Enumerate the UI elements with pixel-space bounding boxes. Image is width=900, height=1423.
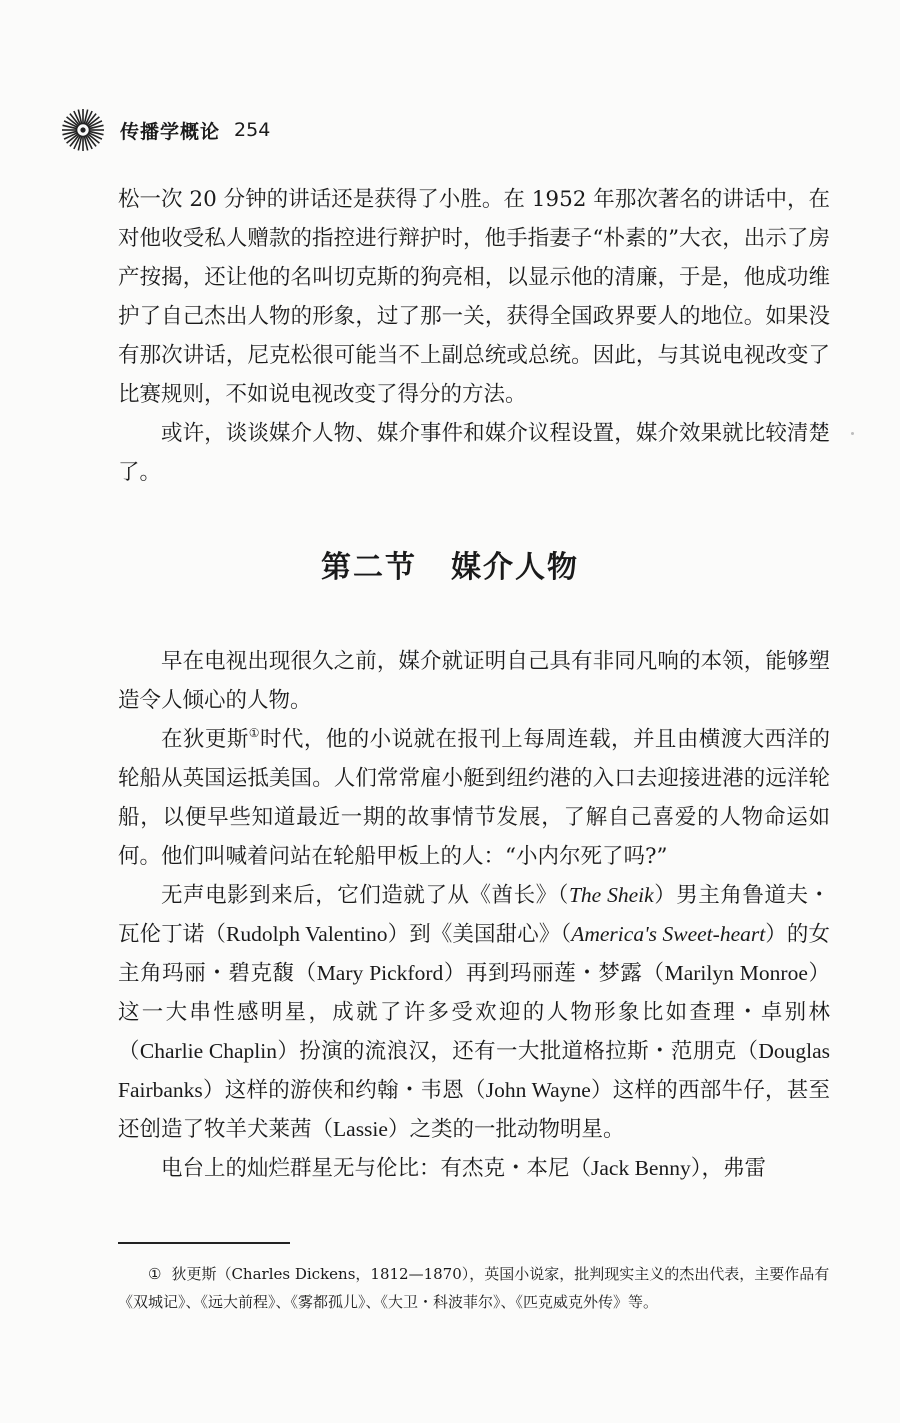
page-number: 254 — [234, 119, 271, 141]
animal-name: Lassie — [333, 1117, 388, 1141]
person-name: John Wayne — [485, 1078, 591, 1102]
paragraph — [118, 720, 830, 876]
text-run: ）男主角鲁道夫・瓦伦丁诺（ — [118, 883, 830, 947]
text-run: ），弗雷 — [690, 1156, 766, 1181]
paragraph: 松一次 20 分钟的讲话还是获得了小胜。在 1952 年那次著名的讲话中，在对他收受私人赠款的指控进行辩护时，他手指妻子“朴素的”大衣，出示了房产按揭，还让他的名叫切克斯的狗亮相，以显示他的清廉，于是，他成功维护了自己杰出人物的形象，过了那一关，获得全国政界要人的地位。如果没有那次讲话，尼克松很可能当不上副总统或总统。因此，与其说电视改变了比赛规则，不如说电视改变了得分的方法。 — [118, 187, 830, 407]
text-run: 在狄更斯 — [161, 727, 249, 752]
text-run: ）这一大串性感明星，成就了许多受欢迎的人物形象比如查理・卓别林（ — [118, 961, 830, 1064]
text-run: 时代，他的小说就在报刊上每周连载，并且由横渡大西洋的轮船从英国运抵美国。人们常常雇小艇到纽约港的入口去迎接进港的远洋轮船，以便早些知道最近一期的故事情节发展，了解自己喜爱的人物命运如何。他们叫喊着问站在轮船甲板上的人：“小内尔死了吗?” — [118, 727, 830, 869]
person-name: Jack Benny — [591, 1156, 691, 1180]
text-run: ）这样的游侠和约翰・韦恩（ — [202, 1078, 486, 1103]
footnote-marker: ① — [148, 1265, 162, 1283]
text-run: ）之类的一批动物明星。 — [387, 1117, 625, 1142]
person-name: Douglas Fairbanks — [118, 1039, 830, 1102]
footnote-body: 狄更斯（Charles Dickens，1812—1870），英国小说家，批判现实主义的杰出代表，主要作品有《双城记》、《远大前程》、《雾都孤儿》、《大卫・科波菲尔》、《匹克威克外传》等。 — [118, 1265, 830, 1311]
book-title: 传播学概论 — [120, 120, 221, 143]
text-run: ）的女主角玛丽・碧克馥（ — [118, 922, 830, 986]
section-heading — [0, 542, 900, 586]
footnote-text — [118, 1260, 830, 1316]
film-title: America's Sweet-heart — [571, 922, 766, 946]
sunburst-ornament-icon — [60, 107, 106, 153]
paragraph — [118, 876, 830, 1149]
person-name: Marilyn Monroe — [664, 961, 808, 985]
paragraph: 或许，谈谈媒介人物、媒介事件和媒介议程设置，媒介效果就比较清楚了。 — [118, 421, 830, 485]
text-run: 无声电影到来后，它们造就了从《酋长》（ — [161, 883, 569, 908]
person-name: Charlie Chaplin — [139, 1039, 277, 1063]
section-text-block — [118, 642, 830, 1188]
continued-text-block — [118, 180, 830, 492]
person-name: Rudolph Valentino — [225, 922, 388, 946]
text-run: ）扮演的流浪汉，还有一大批道格拉斯・范朋克（ — [276, 1039, 759, 1064]
running-header — [60, 106, 270, 154]
paragraph: 早在电视出现很久之前，媒介就证明自己具有非同凡响的本领，能够塑造令人倾心的人物。 — [118, 649, 830, 713]
text-run: ）再到玛丽莲・梦露（ — [443, 961, 665, 986]
paragraph — [118, 1149, 830, 1188]
section-number: 第二节 — [321, 550, 417, 585]
margin-speck — [851, 432, 854, 435]
footnote-divider — [118, 1242, 290, 1244]
footnote-reference[interactable]: ① — [248, 726, 260, 740]
text-run: ）这样的西部牛仔，甚至还创造了牧羊犬莱茜（ — [118, 1078, 830, 1142]
section-title: 媒介人物 — [451, 550, 579, 585]
film-title: The Sheik — [568, 883, 654, 907]
text-run: ）到《美国甜心》（ — [387, 922, 572, 947]
text-run: 电台上的灿烂群星无与伦比：有杰克・本尼（ — [161, 1156, 592, 1181]
footnote — [118, 1260, 830, 1316]
person-name: Mary Pickford — [316, 961, 444, 985]
